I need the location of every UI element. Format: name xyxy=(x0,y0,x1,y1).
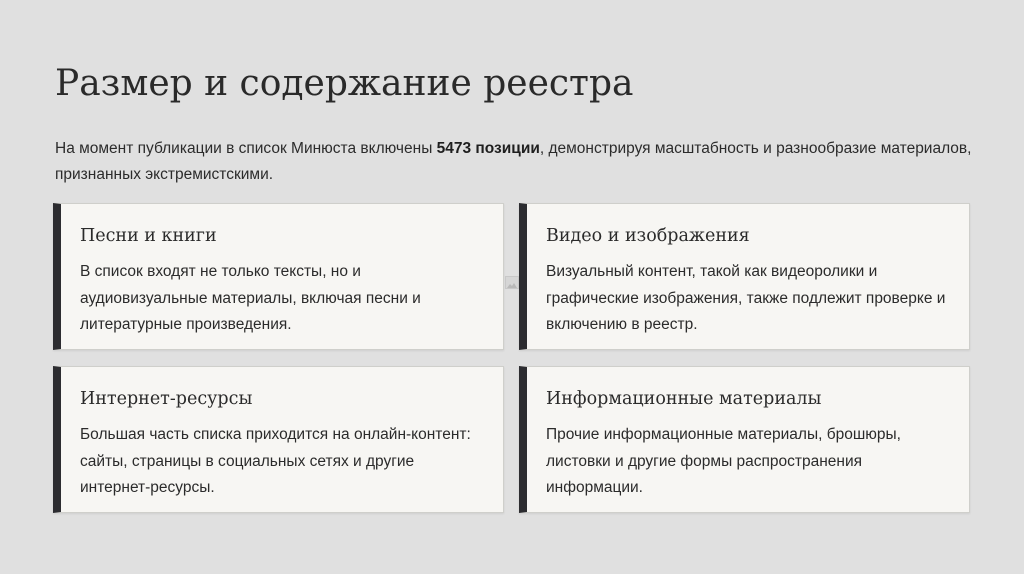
intro-text-start: На момент публикации в список Минюста включены xyxy=(55,140,437,157)
intro-paragraph xyxy=(55,136,975,188)
broken-image-icon xyxy=(505,276,519,289)
card-video-images xyxy=(519,203,970,350)
card-title: Интернет-ресурсы xyxy=(80,389,253,409)
card-songs-books xyxy=(53,203,504,350)
card-title: Видео и изображения xyxy=(546,226,750,246)
image-icon xyxy=(506,279,518,290)
card-text: В список входят не только тексты, но и аудиовизуальные материалы, включая песни и литературные произведения. xyxy=(80,263,421,333)
intro-text-end: , демонстрируя масштабность и разнообразие материалов, признанных экстремистскими. xyxy=(55,140,972,183)
card-internet-resources xyxy=(53,366,504,513)
card-title: Песни и книги xyxy=(80,226,217,246)
card-text: Большая часть списка приходится на онлайн-контент: сайты, страницы в социальных сетях и другие интернет-ресурсы. xyxy=(80,426,471,496)
card-title: Информационные материалы xyxy=(546,389,822,409)
card-information-materials xyxy=(519,366,970,513)
page-title: Размер и содержание реестра xyxy=(55,63,634,104)
card-text: Визуальный контент, такой как видеоролики и графические изображения, также подлежит проверке и включению в реестр. xyxy=(546,263,946,333)
intro-highlight-count: 5473 позиции xyxy=(436,140,540,157)
card-text: Прочие информационные материалы, брошюры, листовки и другие формы распространения информации. xyxy=(546,426,901,496)
